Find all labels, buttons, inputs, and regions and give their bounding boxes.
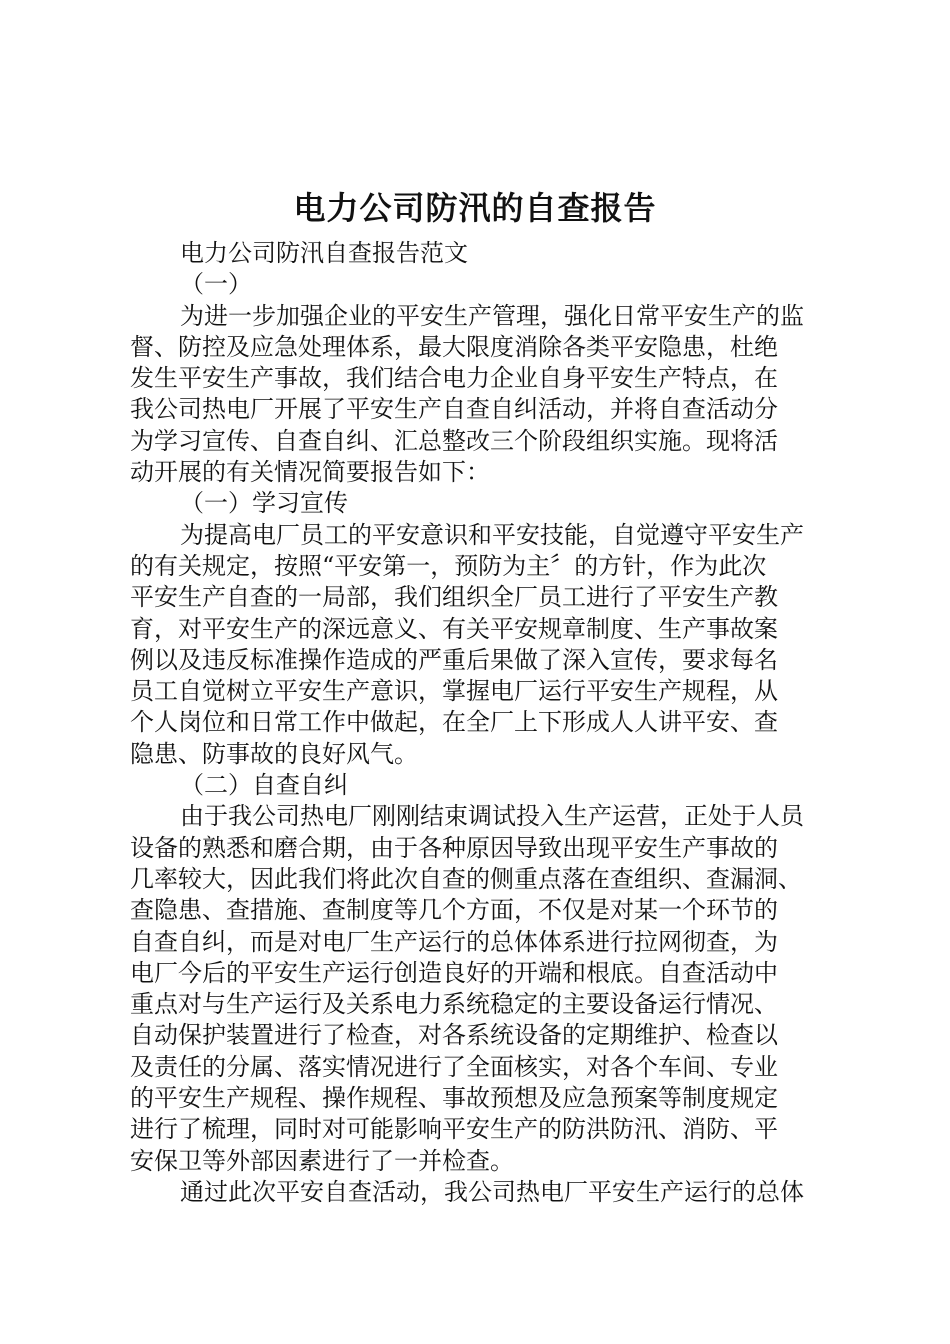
paragraph-line: 电力公司防汛自查报告范文 bbox=[180, 239, 468, 267]
paragraph-line: 例以及违反标准操作造成的严重后果做了深入宣传，要求每名 bbox=[130, 645, 778, 674]
paragraph-line: 的有关规定，按照“平安第一，预防为主〞的方针，作为此次 bbox=[130, 551, 767, 580]
paragraph-line: 督、防控及应急处理体系，最大限度消除各类平安隐患，杜绝 bbox=[130, 332, 778, 361]
paragraph-line: 进行了梳理，同时对可能影响平安生产的防洪防汛、消防、平 bbox=[130, 1115, 778, 1144]
paragraph-line: （二）自查自纠 bbox=[180, 771, 348, 800]
paragraph-line: 员工自觉树立平安生产意识，掌握电厂运行平安生产规程，从 bbox=[130, 677, 778, 706]
paragraph-line: 我公司热电厂开展了平安生产自查自纠活动，并将自查活动分 bbox=[130, 395, 778, 424]
paragraph-line: 设备的熟悉和磨合期，由于各种原因导致出现平安生产事故的 bbox=[130, 833, 778, 862]
paragraph-line: （一） bbox=[180, 270, 252, 299]
paragraph-line: 平安生产自查的一局部，我们组织全厂员工进行了平安生产教 bbox=[130, 583, 778, 612]
document-body bbox=[130, 238, 842, 1208]
paragraph-line: 个人岗位和日常工作中做起，在全厂上下形成人人讲平安、查 bbox=[130, 708, 778, 737]
paragraph-line: 为学习宣传、自查自纠、汇总整改三个阶段组织实施。现将活 bbox=[130, 426, 778, 455]
paragraph-line: 几率较大，因此我们将此次自查的侧重点落在查组织、查漏洞、 bbox=[130, 864, 802, 893]
paragraph-line: 发生平安生产事故，我们结合电力企业自身平安生产特点，在 bbox=[130, 364, 778, 393]
paragraph-line: 的平安生产规程、操作规程、事故预想及应急预案等制度规定 bbox=[130, 1084, 778, 1113]
paragraph-line: 自动保护装置进行了检查，对各系统设备的定期维护、检查以 bbox=[130, 1021, 778, 1050]
paragraph-line: 动开展的有关情况简要报告如下： bbox=[130, 458, 490, 487]
paragraph-line: 隐患、防事故的良好风气。 bbox=[130, 739, 418, 768]
paragraph-line: 自查自纠，而是对电厂生产运行的总体体系进行拉网彻查，为 bbox=[130, 927, 778, 956]
document-title: 电力公司防汛的自查报告 bbox=[293, 189, 657, 227]
paragraph-line: 由于我公司热电厂刚刚结束调试投入生产运营，正处于人员 bbox=[180, 802, 804, 831]
paragraph-line: 通过此次平安自查活动，我公司热电厂平安生产运行的总体 bbox=[180, 1177, 804, 1206]
paragraph-line: 查隐患、查措施、查制度等几个方面，不仅是对某一个环节的 bbox=[130, 896, 778, 925]
paragraph-line: 育，对平安生产的深远意义、有关平安规章制度、生产事故案 bbox=[130, 614, 778, 643]
paragraph-line: 为提高电厂员工的平安意识和平安技能，自觉遵守平安生产 bbox=[180, 520, 804, 549]
paragraph-line: （一）学习宣传 bbox=[180, 489, 348, 518]
paragraph-line: 安保卫等外部因素进行了一并检查。 bbox=[130, 1146, 514, 1175]
paragraph-line: 重点对与生产运行及关系电力系统稳定的主要设备运行情况、 bbox=[130, 990, 778, 1019]
paragraph-line: 及责任的分属、落实情况进行了全面核实，对各个车间、专业 bbox=[130, 1052, 778, 1081]
paragraph-line: 为进一步加强企业的平安生产管理，强化日常平安生产的监 bbox=[180, 301, 804, 330]
paragraph-line: 电厂今后的平安生产运行创造良好的开端和根底。自查活动中 bbox=[130, 958, 778, 987]
